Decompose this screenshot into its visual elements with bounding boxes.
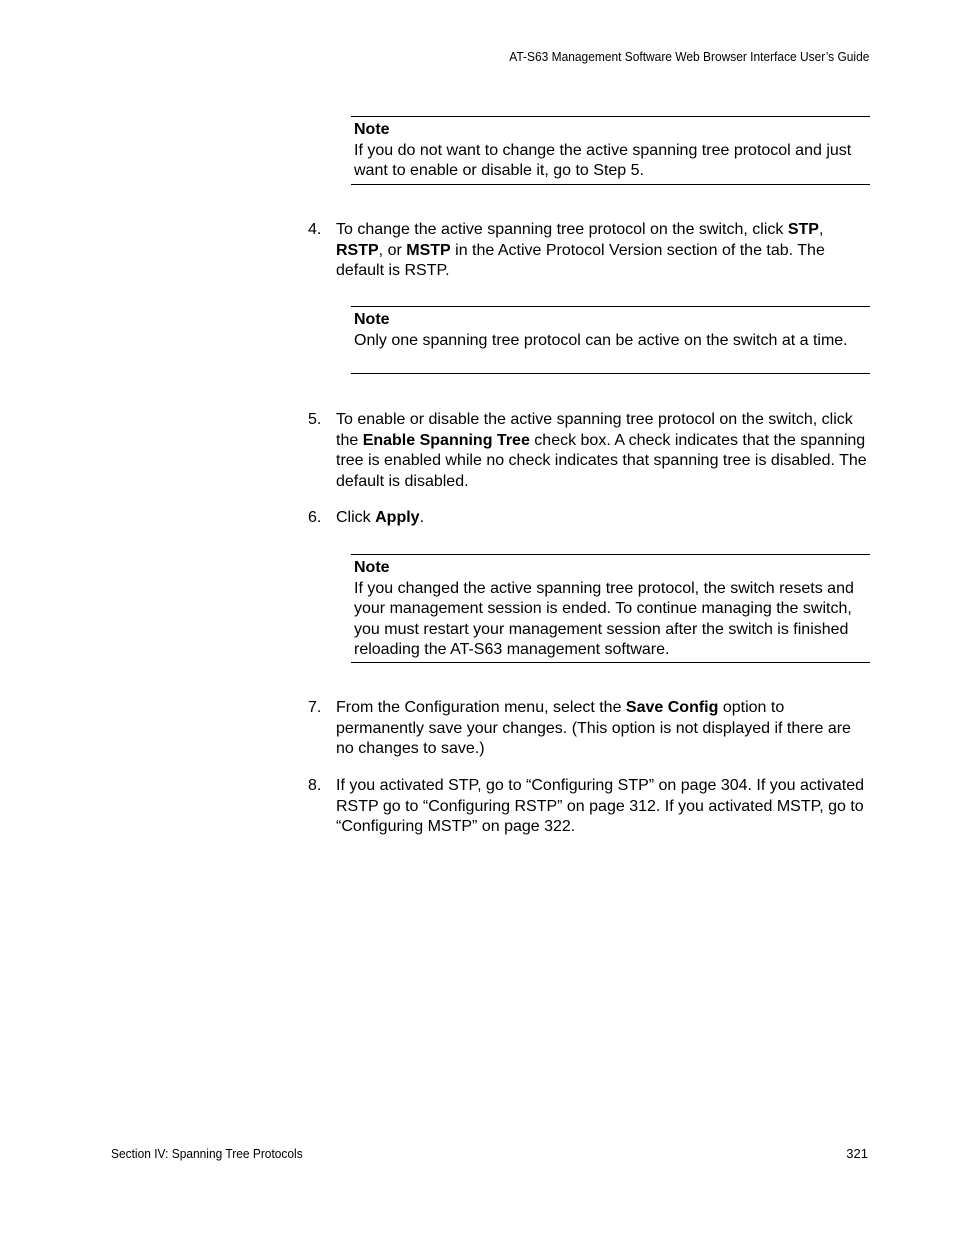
- note-box: [351, 554, 870, 663]
- note-text: If you do not want to change the active spanning tree protocol and just want to enable or disable it, go to Step 5.: [354, 141, 852, 179]
- step-text: If you activated STP, go to “Configuring STP” on page 304. If you activated RSTP go to “Configuring RSTP” on page 312. If you activated MSTP, go to “Configuring MSTP” on page 322.: [336, 777, 865, 835]
- step-5: [308, 410, 870, 492]
- step-number: 7.: [308, 699, 322, 716]
- step-6: [308, 508, 870, 529]
- note-box: [351, 116, 870, 185]
- note-title: Note: [354, 121, 390, 138]
- step-8: [308, 776, 870, 838]
- step-text: From the Configuration menu, select the Save Config option to permanently save your changes. (This option is not displayed if there are no changes to save.): [336, 699, 851, 757]
- step-text: Click Apply.: [336, 509, 425, 526]
- step-number: 5.: [308, 411, 322, 428]
- step-number: 4.: [308, 221, 322, 238]
- step-text: To change the active spanning tree protocol on the switch, click STP, RSTP, or MSTP in the Active Protocol Version section of the tab. The default is RSTP.: [336, 221, 825, 279]
- note-text: If you changed the active spanning tree protocol, the switch resets and your management session is ended. To continue managing the switch, you must restart your management session after the switch is finished reloading the AT-S63 management software.: [354, 579, 854, 658]
- step-number: 6.: [308, 509, 322, 526]
- step-text: To enable or disable the active spanning tree protocol on the switch, click the Enable Spanning Tree check box. A check indicates that the spanning tree is enabled while no check indicates that spanning tree is disabled. The default is disabled.: [336, 411, 867, 490]
- note-title: Note: [354, 311, 390, 328]
- note-text: Only one spanning tree protocol can be active on the switch at a time.: [354, 331, 848, 349]
- page-number: 321: [846, 1146, 868, 1161]
- step-7: [308, 698, 870, 760]
- running-header: AT-S63 Management Software Web Browser Interface User’s Guide: [508, 49, 869, 64]
- footer-section: Section IV: Spanning Tree Protocols: [111, 1146, 303, 1161]
- step-4: [308, 220, 870, 282]
- note-title: Note: [354, 559, 390, 576]
- note-box: [351, 306, 870, 374]
- step-number: 8.: [308, 777, 322, 794]
